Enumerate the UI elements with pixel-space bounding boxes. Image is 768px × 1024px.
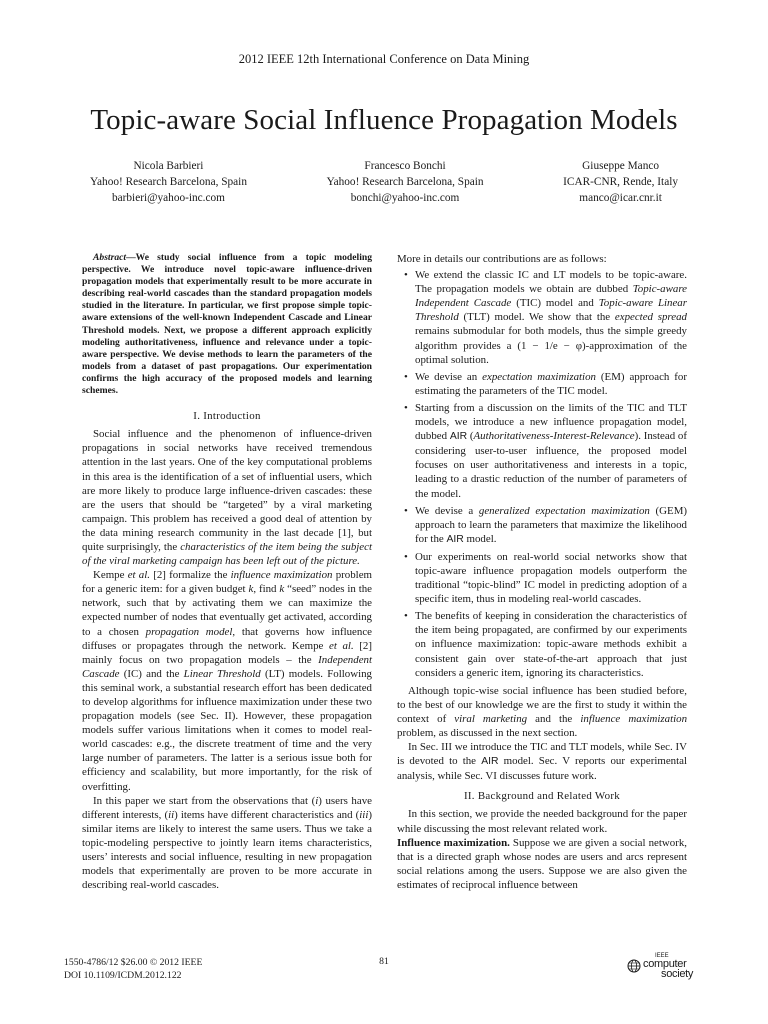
- abstract-label: Abstract: [93, 252, 127, 263]
- section-heading-background: II. Background and Related Work: [463, 790, 621, 803]
- left-column: [82, 252, 372, 892]
- author-email: bonchi@yahoo-inc.com: [350, 192, 460, 204]
- logo-computer-text: computer: [643, 958, 687, 970]
- list-item: • We devise a generalized expectation maximization (GEM) approach to learn the parameters that maximize the likelihood for the AIR model.: [397, 504, 687, 547]
- page-number: 81: [379, 956, 389, 967]
- logo-society-text: society: [661, 968, 694, 980]
- author-2: [327, 158, 484, 206]
- author-affiliation: Yahoo! Research Barcelona, Spain: [326, 176, 484, 188]
- list-item: • The benefits of keeping in consideration the characteristics of the item being propagated, are confirmed by our experiments on influence maximization: topic-aware methods exhibit a consistent gain over state-of-the-art approach that just considers a generic item, ignoring its characteristics.: [397, 609, 687, 679]
- background-paragraph-1: In this section, we provide the needed background for the paper while discussing the most relevant related work.: [397, 808, 687, 835]
- right-column: [397, 252, 687, 892]
- logo-ieee-text: IEEE: [655, 953, 669, 959]
- conference-header: 2012 IEEE 12th International Conference on Data Mining: [238, 52, 530, 66]
- background-paragraph-2: Influence maximization. Suppose we are given a social network, that is a directed graph whose nodes are users and arcs represent social relations among the users. Suppose we are also given the estimates of reciprocal influence between: [397, 836, 688, 891]
- footer-doi: DOI 10.1109/ICDM.2012.122: [64, 970, 182, 981]
- author-email: barbieri@yahoo-inc.com: [111, 192, 225, 204]
- list-item: • We devise an expectation maximization (EM) approach for estimating the parameters of the TIC model.: [397, 370, 687, 398]
- paragraph-label: Influence maximization.: [397, 836, 510, 849]
- abstract-text: —We study social influence from a topic modeling perspective. We introduce novel topic-aware influence-driven propagation models that experimentally result to be more accurate in describing real-world cascades than the standard propagation models studied in the literature. In particular, we first propose simple topic-aware extensions of the well-known Independent Cascade and Linear Threshold models. Next, we propose a different approach explicitly modeling authoritativeness, influence and relevance under a topic-aware perspective. We devise methods to learn the parameters of the models from a dataset of past propagations. Our experimentation confirms the high accuracy of the proposed models and learning schemes.: [82, 252, 372, 397]
- list-item: • Starting from a discussion on the limits of the TIC and TLT models, we introduce a new influence propagation model, dubbed AIR (Authoritativeness-Interest-Relevance). Instead of considering user-to-user influence, the proposed model focuses on user authoritativeness and interests in a topic, leading to a drastic reduction of the number of parameters of the model.: [397, 401, 687, 501]
- abstract: [82, 252, 372, 397]
- author-name: Nicola Barbieri: [133, 160, 204, 172]
- paper-title: Topic-aware Social Influence Propagation Models: [90, 104, 678, 136]
- author-name: Giuseppe Manco: [582, 160, 660, 172]
- contributions-lead: More in details our contributions are as follows:: [397, 253, 607, 265]
- intro-paragraph-1: Social influence and the phenomenon of influence-driven propagations in social networks have received tremendous attention in the last years. One of the key computational problems in this area is the identification of a set of influential users, which are more likely to produce large influence-driven cascades: these are the users that should be “targeted” by a viral marketing campaign. This problem has received a good deal of attention by the data mining research community in the last decade [1], but quite surprisingly, the characteristics of the item being the subject of the viral marketing campaign has been left out of the picture.: [82, 428, 372, 568]
- list-item: • We extend the classic IC and LT models to be topic-aware. The propagation models we obtain are dubbed Topic-aware Independent Cascade (TIC) model and Topic-aware Linear Threshold (TLT) model. We show that the expected spread remains submodular for both models, thus the simple greedy algorithm provides a (1 − 1/e − φ)-approximation of the optimal solution.: [397, 268, 687, 367]
- list-item: • Our experiments on real-world social networks show that topic-aware influence propagation models outperform the traditional “topic-blind” IC model in predicting adoption of a specific item, thus in modeling real-world cascades.: [397, 550, 687, 606]
- author-affiliation: ICAR-CNR, Rende, Italy: [563, 176, 678, 188]
- intro-paragraph-3: In this paper we start from the observations that (i) users have different interests, (ii) items have different characteristics and (iii) similar items are likely to interest the same users. Thus we take a topic-modeling perspective to jointly learn items characteristics, users’ interests and social influence, resulting in new propagation models that experimentally are proven to be more accurate in describing real-world cascades.: [82, 794, 372, 892]
- ieee-computer-society-logo: [627, 953, 705, 987]
- contributions-paragraph-1: Although topic-wise social influence has been studied before, to the best of our knowledge we are the first to study it within the context of viral marketing and the influence maximization problem, as discussed in the next section.: [397, 684, 688, 739]
- author-3: [563, 158, 678, 206]
- author-1: [90, 158, 247, 206]
- author-name: Francesco Bonchi: [364, 160, 446, 172]
- section-heading-introduction: I. Introduction: [193, 410, 261, 423]
- author-block: [90, 158, 678, 206]
- ieee-cs-logo-icon: [627, 959, 641, 973]
- author-affiliation: Yahoo! Research Barcelona, Spain: [90, 176, 247, 188]
- contributions-paragraph-2: In Sec. III we introduce the TIC and TLT models, while Sec. IV is devoted to the AIR model. Sec. V reports our experimental analysis, while Sec. VI discusses future work.: [397, 741, 687, 783]
- intro-paragraph-2: Kempe et al. [2] formalize the influence maximization problem for a generic item: for a given budget k, find k “seed” nodes in the network, such that by activating them we can maximize the expected number of nodes that eventually get activated, according to a chosen propagation model, that governs how influence diffuses or propagates through the network. Kempe et al. [2] mainly focus on two propagation models – the Independent Cascade (IC) and the Linear Threshold (LT) models. Following this seminal work, a substantial research effort has been dedicated to develop algorithms for influence maximization under these two propagation models (see Sec. II). However, these propagation models suffer various limitations when it comes to model real-world cascades: e.g., the discrete treatment of time and the very large number of parameters. The latter is a serious issue both for efficiency and scalability, but more importantly, for the risk of overfitting.: [82, 569, 373, 793]
- author-email: manco@icar.cnr.it: [579, 192, 662, 204]
- footer-issn: 1550-4786/12 $26.00 © 2012 IEEE: [64, 957, 203, 968]
- contributions-list: [397, 268, 687, 680]
